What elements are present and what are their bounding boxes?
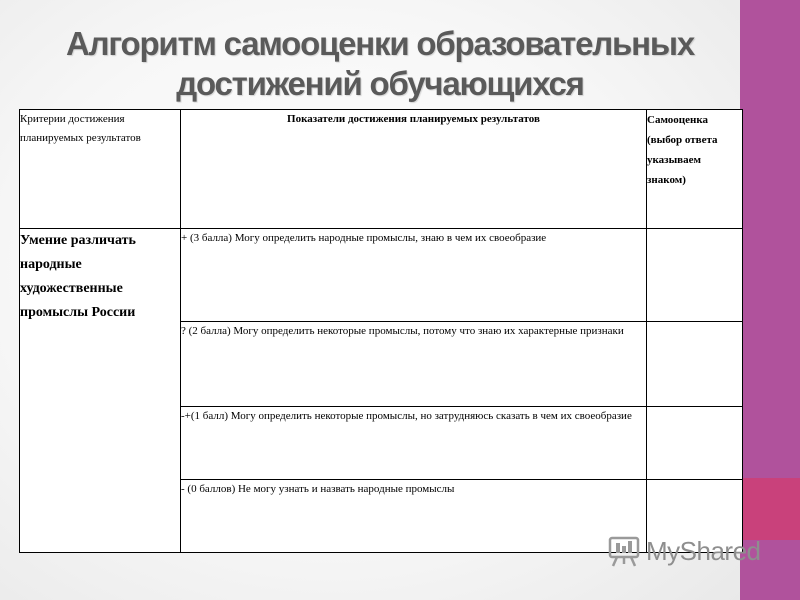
slide-title-line-2: достижений обучающихся — [176, 65, 584, 102]
self-assessment-cell-1[interactable] — [647, 229, 743, 322]
indicator-cell-1-point: -+(1 балл) Могу определить некоторые промыслы, но затрудняюсь сказать в чем их своеобразие — [181, 407, 647, 480]
self-assessment-cell-3[interactable] — [647, 407, 743, 480]
header-indicators: Показатели достижения планируемых результатов — [181, 110, 647, 229]
presentation-board-icon — [607, 534, 641, 568]
table-row — [20, 229, 743, 322]
slide-title — [20, 24, 740, 104]
side-decoration-accent — [740, 478, 800, 540]
slide-title-line-1: Алгоритм самооценки образовательных — [65, 25, 695, 62]
self-assessment-cell-2[interactable] — [647, 322, 743, 407]
criterion-cell: Умение различать народные художественные промыслы России — [20, 229, 181, 553]
watermark-text: MyShared — [646, 535, 761, 566]
indicator-cell-0-points: - (0 баллов) Не могу узнать и назвать народные промыслы — [181, 480, 647, 553]
watermark — [607, 533, 767, 569]
indicator-cell-2-points: ? (2 балла) Могу определить некоторые промыслы, потому что знаю их характерные признаки — [181, 322, 647, 407]
indicator-cell-3-points: + (3 балла) Могу определить народные промыслы, знаю в чем их своеобразие — [181, 229, 647, 322]
header-self-assessment: Самооценка (выбор ответа указываем знаком) — [647, 110, 743, 229]
header-criteria: Критерии достижения планируемых результатов — [20, 110, 181, 229]
assessment-table — [19, 109, 743, 553]
table-header-row — [20, 110, 743, 229]
